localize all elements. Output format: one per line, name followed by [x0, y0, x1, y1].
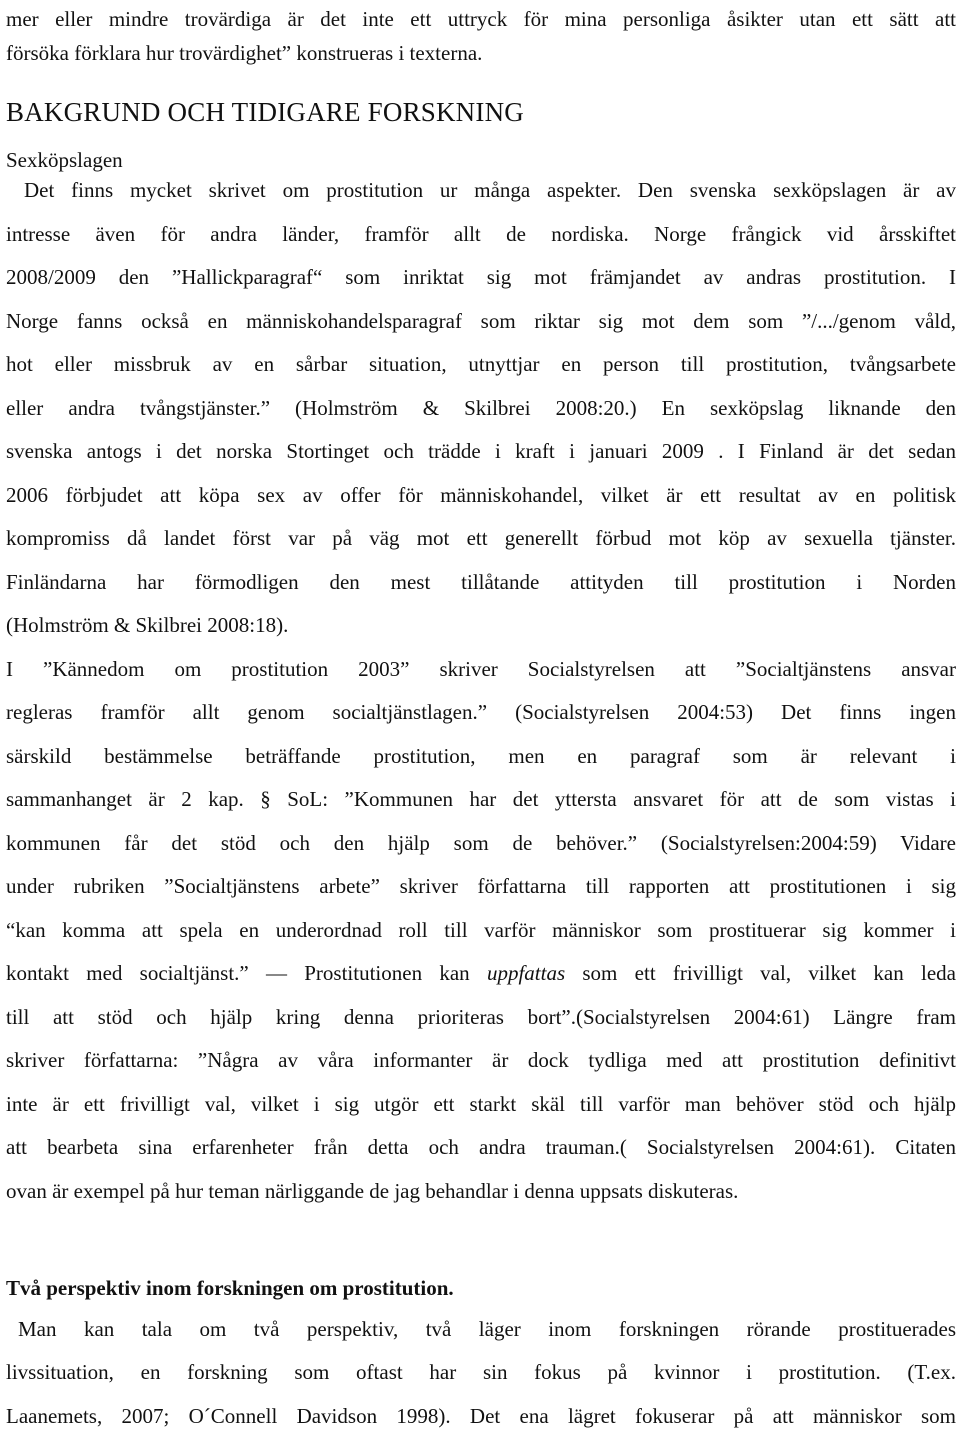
body-line: eller andra tvångstjänster.” (Holmström & Skilbrei 2008:20.) En sexköpslag liknande den — [6, 396, 956, 420]
body-line: Man kan tala om två perspektiv, två läger inom forskningen rörande prostituerades — [18, 1317, 956, 1341]
body-line: “kan komma att spela en underordnad roll till varför människor som prostituerar sig kommer i — [6, 918, 956, 942]
body-line: 2006 förbjudet att köpa sex av offer för människohandel, vilket är ett resultat av en politisk — [6, 483, 956, 507]
contact-line-start: kontakt med socialtjänst.” — Prostitutionen kan — [6, 961, 487, 985]
body-line: försöka förklara hur trovärdighet” konstrueras i texterna. — [6, 41, 483, 65]
body-line: Finländarna har förmodligen den mest tillåtande attityden till prostitution i Norden — [6, 570, 956, 594]
body-line: intresse även för andra länder, framför allt de nordiska. Norge frångick vid årsskiftet — [6, 222, 956, 246]
body-line: under rubriken ”Socialtjänstens arbete” skriver författarna till rapporten att prostitutionen i sig — [6, 874, 956, 898]
body-line: kommunen får det stöd och den hjälp som de behöver.” (Socialstyrelsen:2004:59) Vidare — [6, 831, 956, 855]
body-line: att bearbeta sina erfarenheter från detta och andra trauman.( Socialstyrelsen 2004:61). Citaten — [6, 1135, 956, 1159]
body-line: I ”Kännedom om prostitution 2003” skriver Socialstyrelsen att ”Socialtjänstens ansvar — [6, 657, 956, 681]
body-line: särskild bestämmelse beträffande prostitution, men en paragraf som är relevant i — [6, 744, 956, 768]
body-line: 2008/2009 den ”Hallickparagraf“ som inriktat sig mot främjandet av andras prostitution. I — [6, 265, 956, 289]
body-line: mer eller mindre trovärdiga är det inte ett uttryck för mina personliga åsikter utan ett sätt att — [6, 7, 956, 31]
contact-line-end: som ett frivilligt val, vilket kan leda — [565, 961, 956, 985]
body-line: ovan är exempel på hur teman närliggande de jag behandlar i denna uppsats diskuteras. — [6, 1179, 739, 1203]
body-line: regleras framför allt genom socialtjänstlagen.” (Socialstyrelsen 2004:53) Det finns ingen — [6, 700, 956, 724]
body-line: skriver författarna: ”Några av våra informanter är dock tydliga med att prostitution definitivt — [6, 1048, 956, 1072]
body-line: inte är ett frivilligt val, vilket i sig utgör ett starkt skäl till varför man behöver stöd och hjälp — [6, 1092, 956, 1116]
emphasized-word: uppfattas — [486, 961, 566, 985]
body-line: hot eller missbruk av en sårbar situation, utnyttjar en person till prostitution, tvångsarbete — [6, 352, 956, 376]
body-line: Norge fanns också en människohandelsparagraf som riktar sig mot dem som ”/.../genom våld, — [6, 309, 956, 333]
body-line: till att stöd och hjälp kring denna prioriteras bort”.(Socialstyrelsen 2004:61) Längre fram — [6, 1005, 956, 1029]
body-line: Det finns mycket skrivet om prostitution ur många aspekter. Den svenska sexköpslagen är av — [24, 178, 956, 202]
body-line: livssituation, en forskning som oftast har sin fokus på kvinnor i prostitution. (T.ex. — [6, 1360, 956, 1384]
body-line: sammanhanget är 2 kap. § SoL: ”Kommunen har det yttersta ansvaret för att de som vistas i — [6, 787, 956, 811]
body-line-with-emphasis — [6, 960, 956, 986]
subsection-heading: Två perspektiv inom forskningen om prostitution. — [6, 1276, 454, 1300]
body-line: (Holmström & Skilbrei 2008:18). — [6, 613, 289, 637]
body-line: svenska antogs i det norska Stortinget och trädde i kraft i januari 2009 . I Finland är det sedan — [6, 439, 956, 463]
subsection-heading: Sexköpslagen — [6, 148, 123, 172]
section-heading: BAKGRUND OCH TIDIGARE FORSKNING — [6, 97, 524, 127]
body-line: kompromiss då landet först var på väg mot ett generellt förbud mot köp av sexuella tjänster. — [6, 526, 956, 550]
body-line: Laanemets, 2007; O´Connell Davidson 1998). Det ena lägret fokuserar på att människor som — [6, 1404, 956, 1428]
